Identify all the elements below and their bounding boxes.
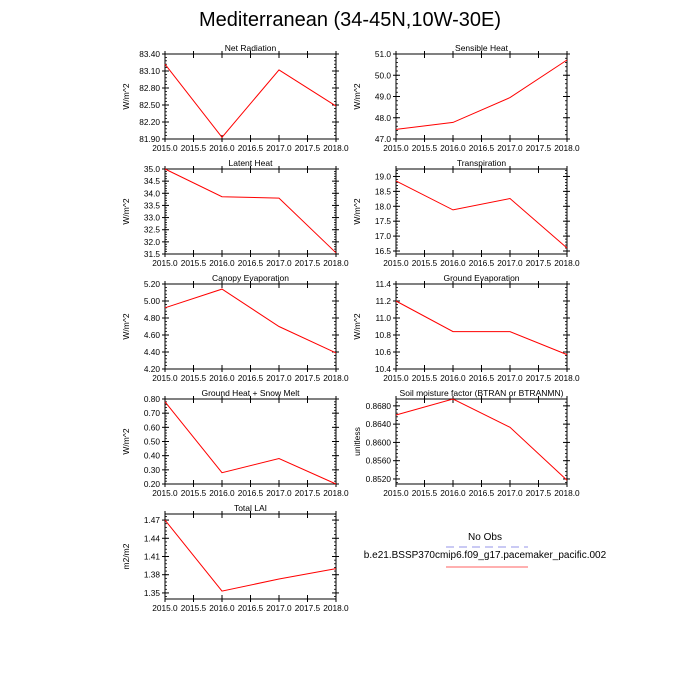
y-tick-label: 5.00 bbox=[143, 296, 160, 306]
y-tick-label: 10.8 bbox=[374, 330, 391, 340]
y-axis-label: W/m^2 bbox=[352, 83, 362, 110]
x-tick-label: 2017.5 bbox=[294, 143, 321, 153]
panel-title: Ground Evaporation bbox=[443, 273, 520, 283]
x-tick-label: 2015.5 bbox=[180, 373, 207, 383]
y-tick-label: 5.20 bbox=[143, 279, 160, 289]
x-tick-label: 2018.0 bbox=[323, 258, 349, 268]
y-tick-label: 34.5 bbox=[143, 176, 160, 187]
y-axis-label: W/m^2 bbox=[121, 198, 131, 225]
y-tick-label: 16.5 bbox=[374, 246, 391, 257]
y-tick-label: 82.50 bbox=[139, 100, 160, 110]
y-tick-label: 0.8600 bbox=[365, 437, 391, 448]
x-tick-label: 2016.0 bbox=[440, 488, 466, 498]
x-tick-label: 2016.0 bbox=[209, 143, 235, 153]
y-axis-label: W/m^2 bbox=[352, 198, 362, 225]
panel-title: Soil moisture factor (BTRAN or BTRANMN) bbox=[399, 388, 564, 398]
y-tick-label: 18.5 bbox=[374, 186, 391, 197]
x-tick-label: 2017.0 bbox=[497, 258, 523, 268]
y-tick-label: 34.0 bbox=[143, 188, 160, 199]
y-tick-label: 0.30 bbox=[143, 464, 160, 475]
x-tick-label: 2017.5 bbox=[294, 258, 321, 268]
panel-title: Total LAI bbox=[233, 503, 268, 513]
x-tick-label: 2015.5 bbox=[180, 143, 207, 153]
x-tick-label: 2017.0 bbox=[266, 258, 292, 268]
y-tick-label: 82.80 bbox=[139, 83, 160, 93]
y-tick-label: 1.41 bbox=[143, 551, 160, 562]
y-tick-label: 33.0 bbox=[143, 212, 160, 223]
x-tick-label: 2017.0 bbox=[497, 143, 523, 153]
x-tick-label: 2015.0 bbox=[152, 488, 178, 498]
y-axis-label: W/m^2 bbox=[352, 313, 362, 340]
x-tick-label: 2015.0 bbox=[152, 603, 178, 613]
x-tick-label: 2016.5 bbox=[468, 143, 495, 153]
x-tick-label: 2016.0 bbox=[209, 373, 235, 383]
x-tick-label: 2016.5 bbox=[237, 373, 264, 383]
y-tick-label: 83.40 bbox=[139, 49, 160, 59]
y-tick-label: 4.80 bbox=[143, 313, 160, 323]
y-tick-label: 0.8640 bbox=[365, 419, 391, 430]
y-tick-label: 35.0 bbox=[143, 164, 160, 174]
y-tick-label: 82.20 bbox=[139, 117, 160, 127]
x-tick-label: 2015.5 bbox=[411, 373, 438, 383]
x-tick-label: 2015.0 bbox=[152, 143, 178, 153]
x-tick-label: 2017.0 bbox=[266, 488, 292, 498]
y-tick-label: 47.0 bbox=[374, 134, 391, 144]
y-tick-label: 32.5 bbox=[143, 224, 160, 235]
x-tick-label: 2018.0 bbox=[323, 603, 349, 613]
panel-title: Ground Heat + Snow Melt bbox=[201, 388, 300, 398]
panel-title: Canopy Evaporation bbox=[211, 273, 290, 283]
y-tick-label: 1.35 bbox=[143, 587, 160, 598]
y-axis-label: W/m^2 bbox=[121, 313, 131, 340]
x-tick-label: 2017.5 bbox=[294, 488, 321, 498]
x-tick-label: 2015.0 bbox=[383, 143, 409, 153]
main-title: Mediterranean (34-45N,10W-30E) bbox=[198, 9, 501, 31]
y-tick-label: 0.20 bbox=[143, 479, 160, 489]
y-tick-label: 0.60 bbox=[143, 422, 160, 433]
x-tick-label: 2016.0 bbox=[440, 258, 466, 268]
panel-title: Net Radiation bbox=[224, 43, 277, 53]
y-tick-label: 32.0 bbox=[143, 236, 160, 247]
x-tick-label: 2016.5 bbox=[468, 488, 495, 498]
y-tick-label: 10.4 bbox=[374, 364, 391, 374]
y-axis-label: W/m^2 bbox=[121, 428, 131, 455]
x-tick-label: 2018.0 bbox=[554, 488, 580, 498]
y-tick-label: 0.8680 bbox=[365, 400, 391, 411]
x-tick-label: 2017.5 bbox=[525, 143, 552, 153]
legend-obs-label: No Obs bbox=[468, 532, 502, 543]
panel-title: Transpiration bbox=[456, 158, 507, 168]
x-tick-label: 2016.5 bbox=[237, 258, 264, 268]
x-tick-label: 2018.0 bbox=[554, 143, 580, 153]
x-tick-label: 2015.0 bbox=[383, 373, 409, 383]
y-tick-label: 4.40 bbox=[143, 347, 160, 357]
y-tick-label: 11.0 bbox=[375, 313, 391, 323]
x-tick-label: 2017.5 bbox=[525, 488, 552, 498]
x-tick-label: 2016.5 bbox=[237, 488, 264, 498]
y-tick-label: 0.8520 bbox=[365, 473, 391, 484]
x-tick-label: 2018.0 bbox=[323, 373, 349, 383]
x-tick-label: 2018.0 bbox=[554, 258, 580, 268]
x-tick-label: 2017.0 bbox=[266, 143, 292, 153]
y-tick-label: 0.80 bbox=[143, 394, 160, 404]
x-tick-label: 2017.5 bbox=[294, 603, 321, 613]
y-tick-label: 19.0 bbox=[374, 171, 391, 182]
x-tick-label: 2016.0 bbox=[209, 488, 235, 498]
x-tick-label: 2016.0 bbox=[440, 143, 466, 153]
panel-title: Latent Heat bbox=[228, 158, 273, 168]
y-tick-label: 83.10 bbox=[139, 66, 160, 76]
x-tick-label: 2016.5 bbox=[468, 258, 495, 268]
x-tick-label: 2015.5 bbox=[411, 258, 438, 268]
x-tick-label: 2015.5 bbox=[411, 488, 438, 498]
y-tick-label: 33.5 bbox=[143, 200, 160, 211]
y-axis-label: m2/m2 bbox=[121, 543, 131, 570]
y-tick-label: 51.0 bbox=[374, 49, 391, 59]
x-tick-label: 2016.0 bbox=[209, 258, 235, 268]
x-tick-label: 2017.0 bbox=[497, 488, 523, 498]
y-tick-label: 18.0 bbox=[374, 201, 391, 212]
y-tick-label: 81.90 bbox=[139, 134, 160, 144]
y-tick-label: 31.5 bbox=[143, 249, 160, 259]
legend-series-label: b.e21.BSSP370cmip6.f09_g17.pacemaker_pacific.002 bbox=[363, 550, 607, 561]
x-tick-label: 2016.0 bbox=[440, 373, 466, 383]
x-tick-label: 2015.0 bbox=[383, 258, 409, 268]
y-tick-label: 1.38 bbox=[143, 569, 160, 580]
y-tick-label: 0.50 bbox=[143, 436, 160, 447]
panel-title: Sensible Heat bbox=[455, 43, 508, 53]
x-tick-label: 2018.0 bbox=[323, 143, 349, 153]
y-tick-label: 0.8560 bbox=[365, 455, 391, 466]
y-tick-label: 17.5 bbox=[374, 216, 391, 227]
y-tick-label: 0.40 bbox=[143, 450, 160, 461]
y-tick-label: 10.6 bbox=[374, 347, 391, 357]
x-tick-label: 2016.5 bbox=[237, 603, 264, 613]
x-tick-label: 2016.5 bbox=[468, 373, 495, 383]
x-tick-label: 2015.5 bbox=[180, 258, 207, 268]
x-tick-label: 2017.0 bbox=[266, 373, 292, 383]
x-tick-label: 2017.0 bbox=[497, 373, 523, 383]
x-tick-label: 2015.5 bbox=[180, 488, 207, 498]
x-tick-label: 2015.0 bbox=[152, 373, 178, 383]
y-axis-label: W/m^2 bbox=[121, 83, 131, 110]
x-tick-label: 2018.0 bbox=[554, 373, 580, 383]
x-tick-label: 2015.0 bbox=[152, 258, 178, 268]
y-tick-label: 4.20 bbox=[143, 364, 160, 374]
y-tick-label: 11.4 bbox=[375, 279, 391, 289]
y-axis-label: unitless bbox=[352, 427, 362, 456]
x-tick-label: 2017.5 bbox=[294, 373, 321, 383]
y-tick-label: 49.0 bbox=[374, 91, 391, 102]
y-tick-label: 11.2 bbox=[375, 296, 391, 306]
y-tick-label: 1.47 bbox=[143, 515, 160, 526]
x-tick-label: 2016.0 bbox=[209, 603, 235, 613]
x-tick-label: 2016.5 bbox=[237, 143, 264, 153]
y-tick-label: 1.44 bbox=[143, 533, 160, 544]
x-tick-label: 2018.0 bbox=[323, 488, 349, 498]
x-tick-label: 2017.0 bbox=[266, 603, 292, 613]
y-tick-label: 4.60 bbox=[143, 330, 160, 340]
x-tick-label: 2017.5 bbox=[525, 373, 552, 383]
x-tick-label: 2017.5 bbox=[525, 258, 552, 268]
x-tick-label: 2015.5 bbox=[180, 603, 207, 613]
x-tick-label: 2015.0 bbox=[383, 488, 409, 498]
y-tick-label: 48.0 bbox=[374, 112, 391, 123]
y-tick-label: 50.0 bbox=[374, 70, 391, 81]
y-tick-label: 0.70 bbox=[143, 408, 160, 419]
y-tick-label: 17.0 bbox=[374, 231, 391, 242]
x-tick-label: 2015.5 bbox=[411, 143, 438, 153]
